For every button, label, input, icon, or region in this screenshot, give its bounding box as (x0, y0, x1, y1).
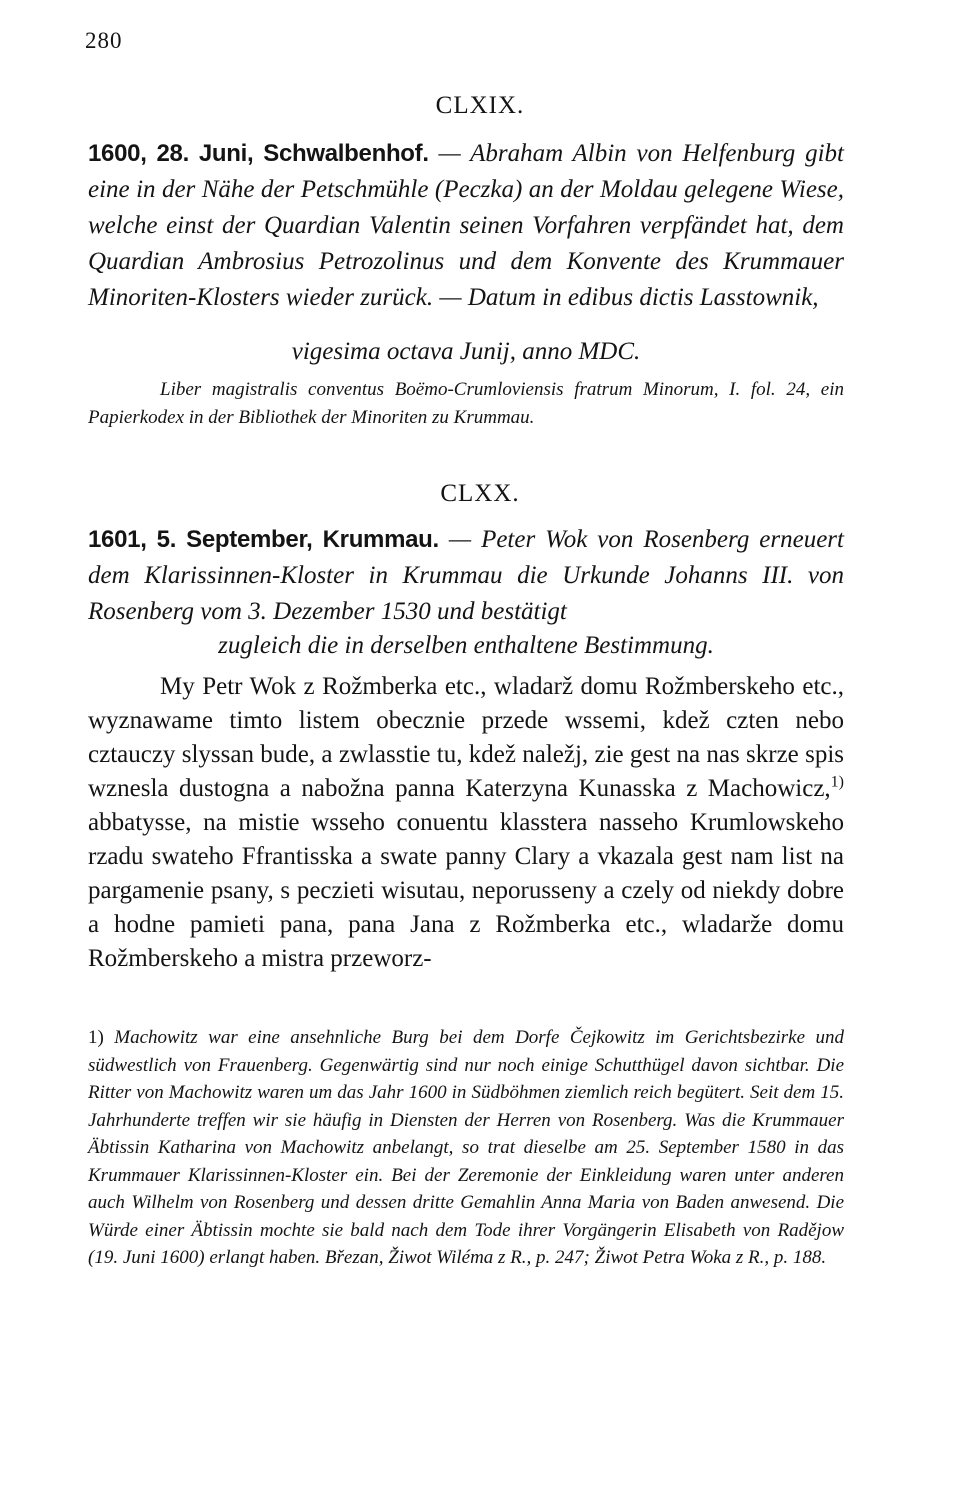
date-line: zugleich die in derselben enthaltene Bestimmung. (218, 632, 714, 659)
regest-summary: — Abraham Albin von Helfenburg gibt eine in der Nähe der Petschmühle (Peczka) an der Moldau gelegene Wiese, welche einst der Quardian Valentin seinen Vorfahren verpfändet hat, dem Quardian Ambrosius Petrozolinus und dem Konvente des Krummauer Minoriten-Klosters wieder zurück. — Datum in edibus dictis Lasstownik, (88, 140, 844, 311)
charter-text-part: My Petr Wok z Rožmberka etc., wladarž domu Rožmberskeho etc., wyznawame timto listem obecznie przede wssemi, kdež czten nebo cztauczy slyssan bude, a zwlasstie tu, kdež naležj, zie gest na nas skrze spis wznesla dustogna a nabožna panna Katerzyna Kunasska z Machowicz, (88, 673, 844, 802)
source-note: Liber magistralis conventus Boëmo-Crumloviensis fratrum Minorum, I. fol. 24, ein Papierkodex in der Bibliothek der Minoriten zu Krummau. (88, 379, 844, 428)
document-number: CLXIX. (435, 92, 525, 119)
footnote-text: Machowitz war eine ansehnliche Burg bei dem Dorfe Čejkowitz im Gerichtsbezirke und südwestlich von Frauenberg. Gegenwärtig sind nur noch einige Schutthügel davon sichtbar. Die Ritter von Machowitz waren um das Jahr 1600 in Südböhmen ziemlich reich begütert. Seit dem 15. Jahrhunderte treffen wir sie häufig in Diensten der Herren von Rosenberg. Was die Krummauer Äbtissin Katharina von Machowitz anbelangt, so trat dieselbe am 25. September 1580 in das Krummauer Klarissinnen-Kloster ein. Bei der Zeremonie der Einkleidung waren unter anderen auch Wilhelm von Rosenberg und dessen dritte Gemahlin Anna Maria von Baden anwesend. Die Würde einer Äbtissin mochte sie bald nach dem Tode ihrer Vorgängerin Elisabeth von Radějow (19. Juni 1600) erlangt haben. Březan, Žiwot Wiléma z R., p. 247; Žiwot Petra Woka z R., p. 188. (88, 1027, 844, 1268)
page-number: 280 (85, 28, 123, 53)
date-line: vigesima octava Junij, anno MDC. (291, 338, 641, 365)
footnote-marker: 1) (88, 1027, 104, 1048)
footnote-reference: 1) (830, 773, 844, 791)
regest-heading: 1600, 28. Juni, Schwalbenhof. (88, 140, 429, 167)
charter-text-part: abbatysse, na mistie wsseho conuentu klasstera nasseho Krumlowskeho rzadu swateho Ffrantisska a swate panny Clary a vkazala gest nam list na pargamenie psany, s peczieti wisutau, neporusseny a czely od niekdy dobre a hodne pamieti pana, pana Jana z Rožmberka etc., wladarže domu Rožmberskeho a mistra przeworz- (88, 809, 844, 972)
regest (88, 522, 844, 630)
footnote (88, 1024, 844, 1272)
regest-summary: — Peter Wok von Rosenberg erneuert dem Klarissinnen-Kloster in Krummau die Urkunde Johanns III. von Rosenberg vom 3. Dezember 1530 und bestätigt (88, 526, 844, 625)
document-number: CLXX. (440, 480, 520, 507)
regest-heading: 1601, 5. September, Krummau. (88, 526, 439, 553)
charter-text (88, 670, 844, 976)
regest (88, 136, 844, 316)
